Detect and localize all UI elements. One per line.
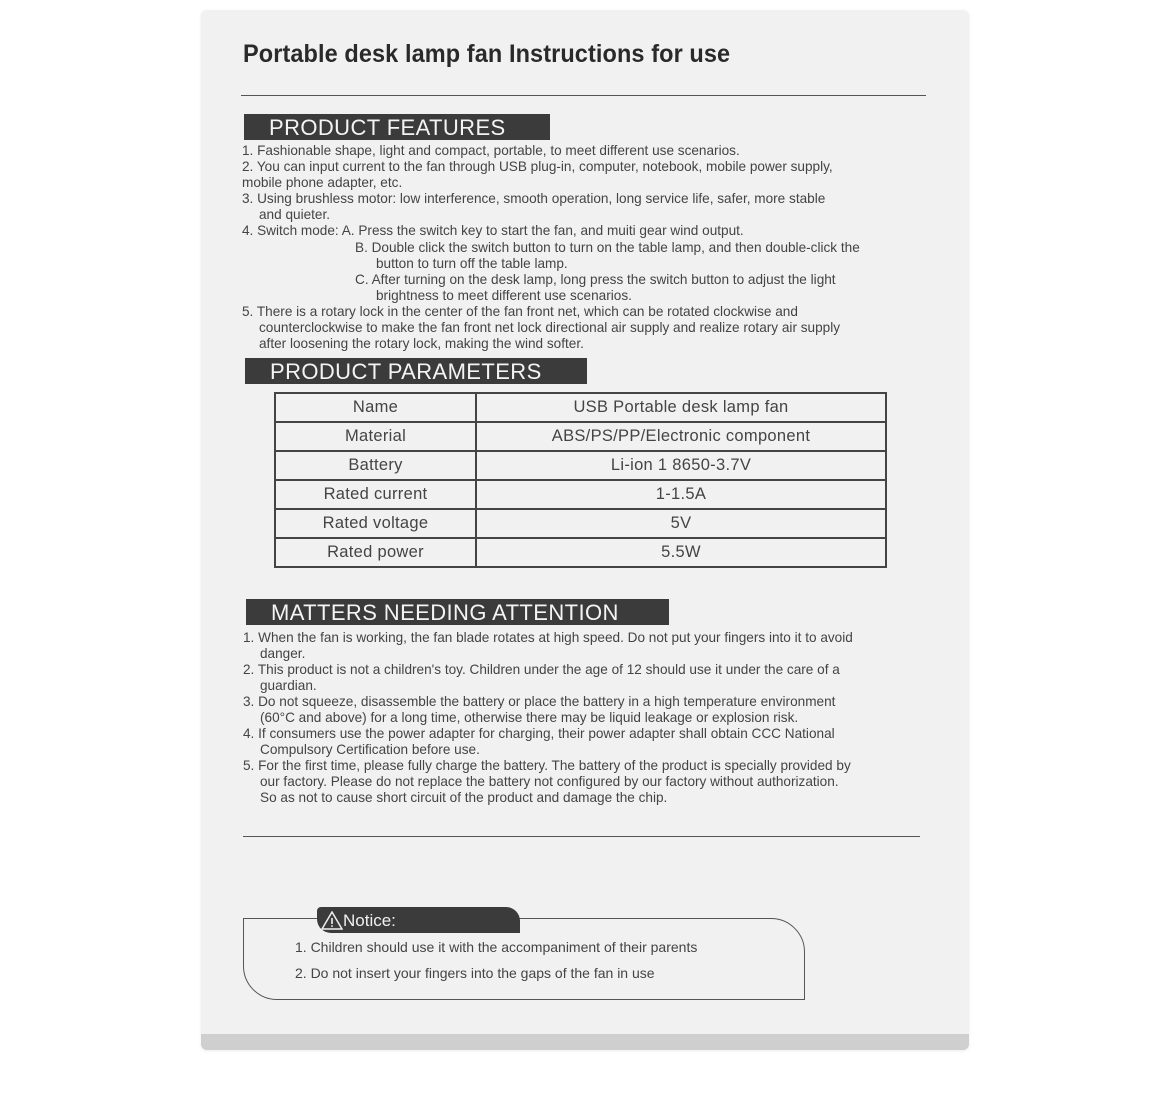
parameters-table bbox=[274, 392, 887, 568]
attention-line: guardian. bbox=[260, 678, 317, 693]
warning-icon bbox=[321, 911, 343, 930]
page-title: Portable desk lamp fan Instructions for use bbox=[243, 40, 731, 68]
instruction-sheet bbox=[201, 10, 969, 1050]
param-key: Rated voltage bbox=[275, 509, 476, 538]
feature-line: 5. There is a rotary lock in the center of the fan front net, which can be rotated clockwise and bbox=[242, 304, 798, 319]
table-row bbox=[275, 509, 886, 538]
table-row bbox=[275, 480, 886, 509]
feature-line: 3. Using brushless motor: low interference, smooth operation, long service life, safer, more stable bbox=[242, 191, 826, 206]
feature-line: button to turn off the table lamp. bbox=[376, 256, 568, 271]
attention-line: our factory. Please do not replace the battery not configured by our factory without authorization. bbox=[260, 774, 839, 789]
feature-line: 2. You can input current to the fan through USB plug-in, computer, notebook, mobile power supply, bbox=[242, 159, 833, 174]
feature-line: 1. Fashionable shape, light and compact, portable, to meet different use scenarios. bbox=[242, 143, 740, 158]
attention-line: 1. When the fan is working, the fan blade rotates at high speed. Do not put your fingers into it to avoid bbox=[243, 630, 853, 645]
param-value: 1-1.5A bbox=[476, 480, 886, 509]
feature-line: B. Double click the switch button to turn on the table lamp, and then double-click the bbox=[355, 240, 860, 255]
attention-line: 5. For the first time, please fully charge the battery. The battery of the product is specially provided by bbox=[243, 758, 851, 773]
feature-line: and quieter. bbox=[259, 207, 331, 222]
param-key: Material bbox=[275, 422, 476, 451]
param-value: Li-ion 1 8650-3.7V bbox=[476, 451, 886, 480]
param-key: Rated current bbox=[275, 480, 476, 509]
param-value: 5.5W bbox=[476, 538, 886, 567]
notice-item: 2. Do not insert your fingers into the gaps of the fan in use bbox=[295, 965, 655, 981]
sheet-bottom-edge bbox=[201, 1034, 969, 1050]
bottom-divider bbox=[243, 836, 920, 837]
notice-tab bbox=[317, 907, 520, 933]
param-value: ABS/PS/PP/Electronic component bbox=[476, 422, 886, 451]
feature-line: brightness to meet different use scenarios. bbox=[376, 288, 632, 303]
table-row bbox=[275, 393, 886, 422]
feature-line: counterclockwise to make the fan front net lock directional air supply and realize rotary air supply bbox=[259, 320, 841, 335]
param-key: Name bbox=[275, 393, 476, 422]
attention-line: 4. If consumers use the power adapter for charging, their power adapter shall obtain CCC National bbox=[243, 726, 835, 741]
parameters-heading: PRODUCT PARAMETERS bbox=[245, 358, 587, 384]
top-divider bbox=[241, 95, 926, 96]
attention-line: (60°C and above) for a long time, otherwise there may be liquid leakage or explosion risk. bbox=[260, 710, 799, 725]
table-row bbox=[275, 538, 886, 567]
attention-heading: MATTERS NEEDING ATTENTION bbox=[246, 599, 669, 625]
param-value: 5V bbox=[476, 509, 886, 538]
feature-line: after loosening the rotary lock, making the wind softer. bbox=[259, 336, 584, 351]
notice-label: Notice: bbox=[343, 911, 396, 930]
param-key: Rated power bbox=[275, 538, 476, 567]
table-row bbox=[275, 451, 886, 480]
attention-line: Compulsory Certification before use. bbox=[260, 742, 480, 757]
attention-line: 3. Do not squeeze, disassemble the battery or place the battery in a high temperature environment bbox=[243, 694, 836, 709]
attention-line: So as not to cause short circuit of the product and damage the chip. bbox=[260, 790, 668, 805]
feature-line: 4. Switch mode: A. Press the switch key to start the fan, and muiti gear wind output. bbox=[242, 223, 744, 238]
feature-line: C. After turning on the desk lamp, long press the switch button to adjust the light bbox=[355, 272, 836, 287]
table-row bbox=[275, 422, 886, 451]
attention-line: danger. bbox=[260, 646, 306, 661]
attention-line: 2. This product is not a children's toy. Children under the age of 12 should use it under the care of a bbox=[243, 662, 840, 677]
param-key: Battery bbox=[275, 451, 476, 480]
feature-line: mobile phone adapter, etc. bbox=[242, 175, 403, 190]
notice-item: 1. Children should use it with the accompaniment of their parents bbox=[295, 939, 698, 955]
param-value: USB Portable desk lamp fan bbox=[476, 393, 886, 422]
features-heading: PRODUCT FEATURES bbox=[244, 114, 550, 140]
